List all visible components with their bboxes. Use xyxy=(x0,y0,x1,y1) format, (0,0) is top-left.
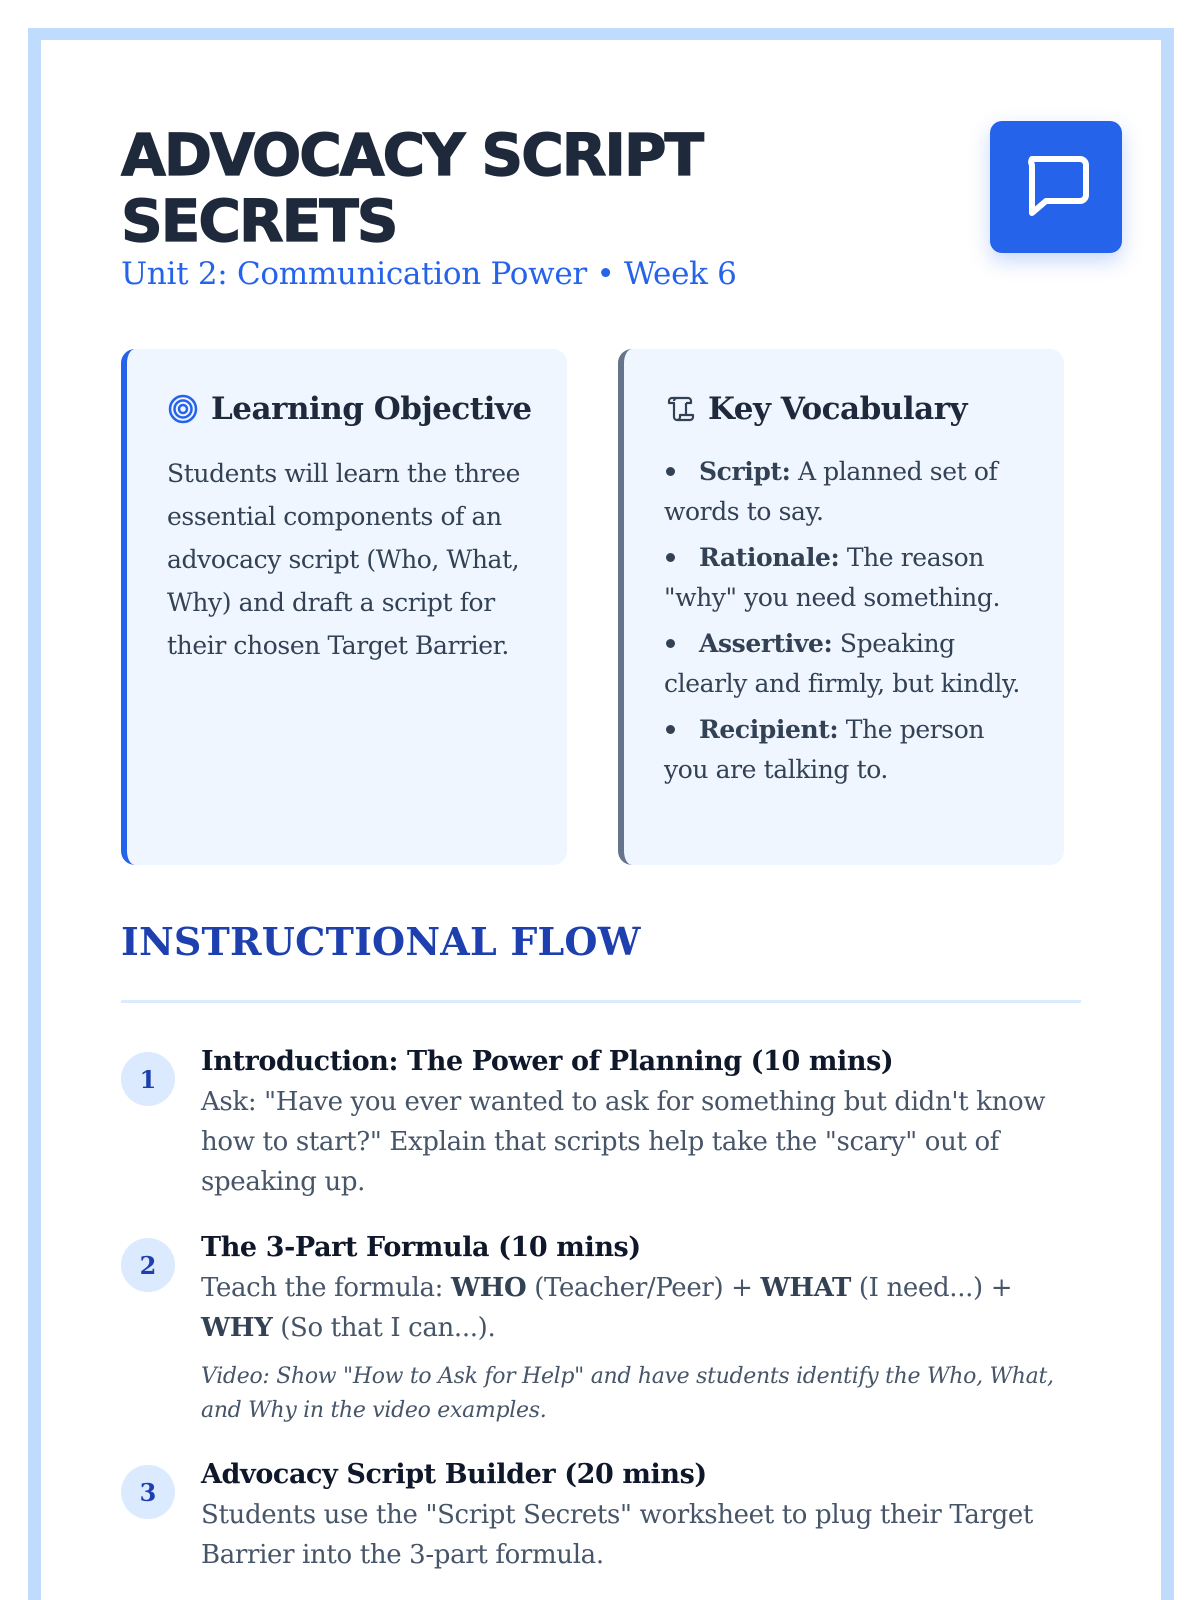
lesson-card xyxy=(41,40,1161,1600)
scroll-icon xyxy=(664,393,696,425)
step-description: Students use the "Script Secrets" worksheet to plug their Target Barrier into the 3-part formula. xyxy=(201,1500,1034,1570)
speech-bubble-icon xyxy=(1016,145,1096,229)
formula-why-detail: (So that I can...). xyxy=(272,1313,496,1343)
step-description xyxy=(201,1268,1081,1348)
bullet-icon xyxy=(666,467,675,476)
page-title: ADVOCACY SCRIPT SECRETS xyxy=(121,121,703,255)
lesson-header xyxy=(121,40,1081,320)
speech-bubble-badge xyxy=(990,121,1122,253)
step-number-badge: 1 xyxy=(121,1052,175,1106)
learning-objective-header xyxy=(167,389,532,429)
vocabulary-item xyxy=(664,624,1034,703)
vocabulary-definition: The person you are talking to. xyxy=(664,715,985,784)
section-divider xyxy=(121,1000,1081,1003)
key-vocabulary-heading: Key Vocabulary xyxy=(708,391,968,427)
vocabulary-term: Recipient: xyxy=(699,715,839,744)
vocabulary-item xyxy=(664,452,1034,531)
step-body xyxy=(201,1455,1081,1575)
formula-who-detail: (Teacher/Peer) + xyxy=(526,1273,761,1303)
learning-objective-panel xyxy=(121,349,567,865)
formula-what: WHAT xyxy=(760,1273,851,1303)
vocabulary-definition: A planned set of words to say. xyxy=(664,457,998,526)
step-number-badge: 2 xyxy=(121,1238,175,1292)
key-vocabulary-header xyxy=(664,389,967,429)
vocabulary-term: Rationale: xyxy=(699,543,840,572)
bullet-icon xyxy=(666,725,675,734)
step-title: Advocacy Script Builder (20 mins) xyxy=(201,1459,707,1490)
vocabulary-list xyxy=(664,452,1034,796)
step-title: Introduction: The Power of Planning (10 mins) xyxy=(201,1046,894,1077)
vocabulary-definition: Speaking clearly and firmly, but kindly. xyxy=(664,629,1020,698)
bullet-icon xyxy=(666,639,675,648)
vocabulary-item xyxy=(664,538,1034,617)
step-description: Ask: "Have you ever wanted to ask for something but didn't know how to start?" Explain that scripts help take the "scary" out of speaking up. xyxy=(201,1087,1046,1197)
step-title: The 3-Part Formula (10 mins) xyxy=(201,1232,641,1263)
bullet-icon xyxy=(666,553,675,562)
learning-objective-heading: Learning Objective xyxy=(211,391,532,427)
formula-who: WHO xyxy=(450,1273,527,1303)
formula-lead: Teach the formula: xyxy=(201,1273,451,1303)
vocabulary-item xyxy=(664,710,1034,789)
step-body xyxy=(201,1042,1081,1202)
key-vocabulary-panel xyxy=(618,349,1064,865)
vocabulary-term: Assertive: xyxy=(699,629,833,658)
vocabulary-term: Script: xyxy=(699,457,791,486)
step-body xyxy=(201,1228,1081,1428)
instructional-flow-heading: INSTRUCTIONAL FLOW xyxy=(121,919,641,964)
vocabulary-definition: The reason "why" you need something. xyxy=(664,543,1001,612)
unit-subtitle: Unit 2: Communication Power • Week 6 xyxy=(121,256,737,292)
step-number-badge: 3 xyxy=(121,1465,175,1519)
formula-what-detail: (I need...) + xyxy=(850,1273,1013,1303)
target-icon xyxy=(167,393,199,425)
learning-objective-text: Students will learn the three essential components of an advocacy script (Who, What, Why) and draft a script for their chosen Target Barrier. xyxy=(167,459,520,660)
formula-why: WHY xyxy=(201,1313,273,1343)
step-video-note: Video: Show "How to Ask for Help" and have students identify the Who, What, and Why in the video examples. xyxy=(201,1364,1054,1423)
